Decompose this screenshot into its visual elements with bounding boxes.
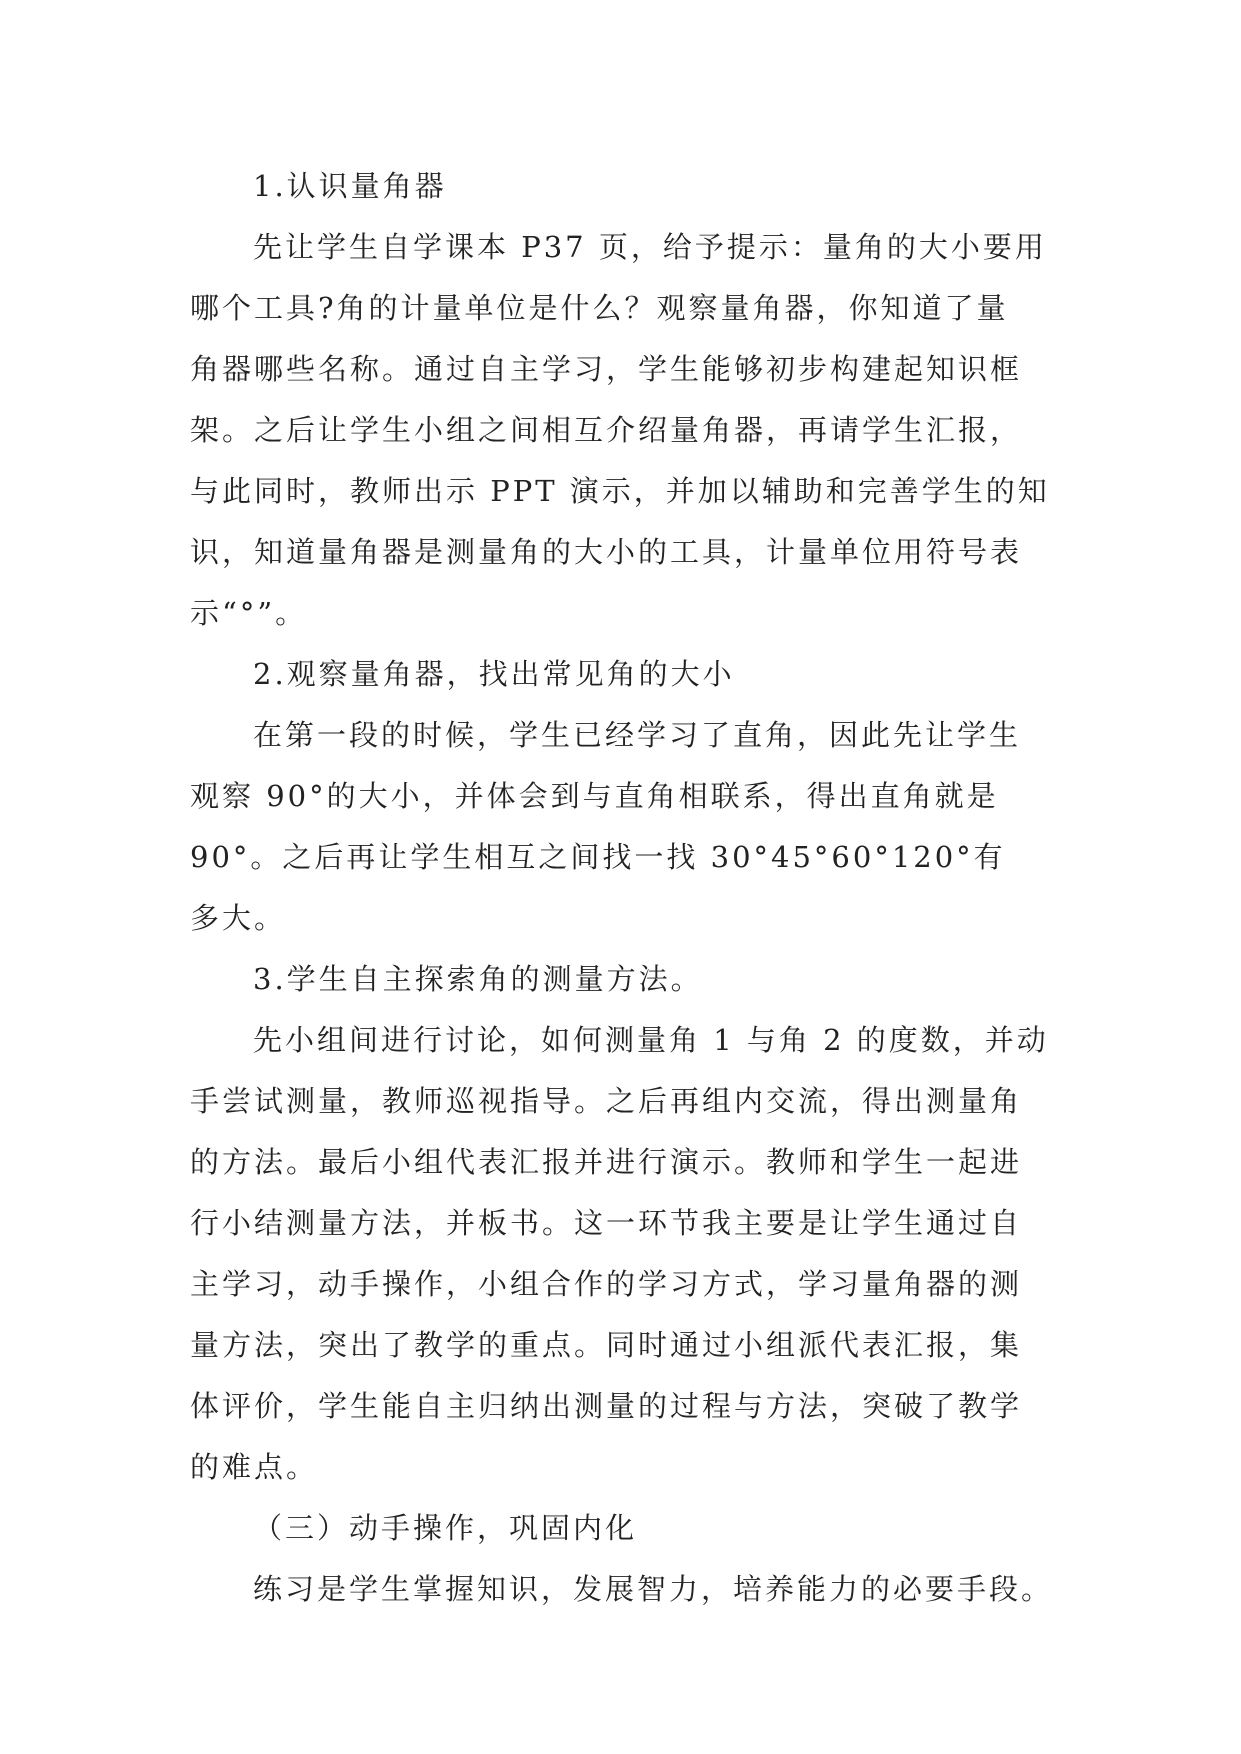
paragraph-line: 体评价，学生能自主归纳出测量的过程与方法，突破了教学 (190, 1389, 1023, 1423)
heading-3-explore: 3.学生自主探索角的测量方法。 (253, 962, 703, 996)
paragraph-line: 的方法。最后小组代表汇报并进行演示。教师和学生一起进 (190, 1145, 1023, 1179)
paragraph-line: 先小组间进行讨论，如何测量角 1 与角 2 的度数，并动 (253, 1023, 1049, 1057)
heading-1-protractor: 1.认识量角器 (253, 169, 447, 203)
paragraph-line: 练习是学生掌握知识，发展智力，培养能力的必要手段。 (253, 1572, 1054, 1606)
paragraph-line: 的难点。 (190, 1450, 319, 1484)
paragraph-line: 行小结测量方法，并板书。这一环节我主要是让学生通过自 (190, 1206, 1023, 1240)
paragraph-line: 手尝试测量，教师巡视指导。之后再组内交流，得出测量角 (190, 1084, 1023, 1118)
paragraph-line: 90°。之后再让学生相互之间找一找 30°45°60°120°有 (190, 840, 1006, 874)
document-body (190, 156, 1070, 1620)
paragraph-line: 哪个工具?角的计量单位是什么？观察量角器，你知道了量 (190, 291, 1009, 325)
paragraph-line: 与此同时，教师出示 PPT 演示，并加以辅助和完善学生的知 (190, 474, 1050, 508)
paragraph-line: 示“°”。 (190, 596, 308, 630)
paragraph-line: 先让学生自学课本 P37 页，给予提示：量角的大小要用 (253, 230, 1047, 264)
paragraph-line: 识，知道量角器是测量角的大小的工具，计量单位用符号表 (190, 535, 1023, 569)
section-heading-practice: （三）动手操作，巩固内化 (253, 1511, 638, 1545)
paragraph-line: 架。之后让学生小组之间相互介绍量角器，再请学生汇报， (190, 413, 1023, 447)
paragraph-line: 角器哪些名称。通过自主学习，学生能够初步构建起知识框 (190, 352, 1023, 386)
paragraph-line: 量方法，突出了教学的重点。同时通过小组派代表汇报，集 (190, 1328, 1023, 1362)
paragraph-line: 主学习，动手操作，小组合作的学习方式，学习量角器的测 (190, 1267, 1023, 1301)
paragraph-line: 在第一段的时候，学生已经学习了直角，因此先让学生 (253, 718, 1022, 752)
paragraph-line: 多大。 (190, 901, 287, 935)
paragraph-line: 观察 90°的大小，并体会到与直角相联系，得出直角就是 (190, 779, 999, 813)
heading-2-observe: 2.观察量角器，找出常见角的大小 (253, 657, 735, 691)
